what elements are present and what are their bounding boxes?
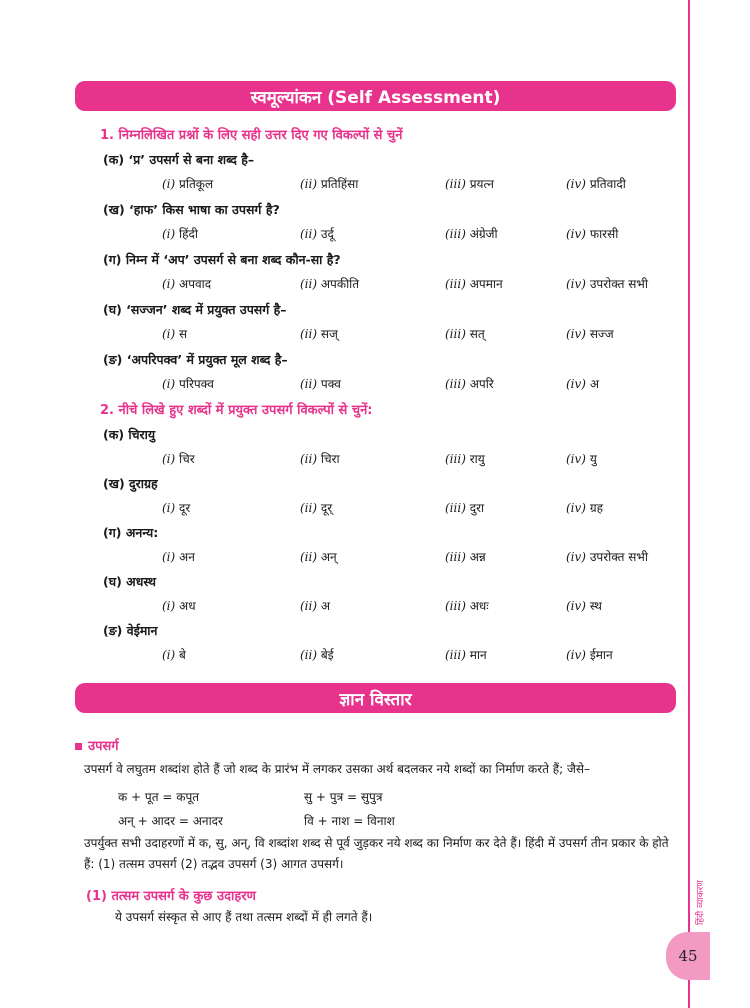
q2-option bbox=[566, 548, 648, 565]
option-number: (iv) bbox=[566, 227, 586, 241]
option-text: अंग्रेजी bbox=[469, 227, 498, 241]
option-text: ग्रह bbox=[589, 501, 603, 515]
option-text: चिर bbox=[179, 452, 195, 466]
option-text: सज् bbox=[320, 327, 338, 341]
q1-option bbox=[566, 375, 599, 392]
option-number: (i) bbox=[162, 550, 176, 564]
q2-option bbox=[300, 548, 337, 565]
q2-option bbox=[162, 450, 195, 467]
option-text: अपकीति bbox=[320, 277, 360, 291]
square-bullet-icon bbox=[75, 743, 82, 750]
option-number: (ii) bbox=[300, 227, 318, 241]
upsarg-definition: उपसर्ग वे लघुतम शब्दांश होते हैं जो शब्द के प्रारंभ में लगकर उसका अर्थ बदलकर नये शब्दों का निर्माण करते हैं; जैसे– bbox=[84, 762, 591, 776]
q1-option bbox=[566, 325, 614, 342]
self-assessment-banner bbox=[75, 81, 676, 111]
option-number: (iii) bbox=[445, 377, 466, 391]
q1-option bbox=[162, 175, 213, 192]
q2-item-label: (घ) अधस्थ bbox=[103, 574, 157, 589]
option-number: (iii) bbox=[445, 501, 466, 515]
q2-item-label: (क) चिरायु bbox=[103, 427, 156, 442]
option-number: (i) bbox=[162, 648, 176, 662]
q2-item-label: (ख) दुराग्रह bbox=[103, 476, 158, 491]
option-number: (iv) bbox=[566, 599, 586, 613]
q1-option bbox=[162, 375, 214, 392]
option-number: (i) bbox=[162, 277, 176, 291]
q2-option bbox=[300, 499, 332, 516]
option-number: (ii) bbox=[300, 277, 318, 291]
option-number: (iii) bbox=[445, 177, 466, 191]
option-number: (i) bbox=[162, 177, 176, 191]
option-text: परिपक्व bbox=[179, 377, 214, 391]
q1-option bbox=[566, 175, 626, 192]
tatsam-heading: (1) तत्सम उपसर्ग के कुछ उदाहरण bbox=[86, 889, 256, 904]
option-number: (ii) bbox=[300, 327, 318, 341]
option-number: (iv) bbox=[566, 177, 586, 191]
upsarg-types-paragraph: उपर्युक्त सभी उदाहरणों में क, सु, अन्, वि शब्दांश शब्द से पूर्व जुड़कर नये शब्द का निर्माण कर देते हैं। हिंदी में उपसर्ग तीन प्रकार के होते हैं: (1) तत्सम उपसर्ग (2) तद्भव उपसर्ग (3) आगत उपसर्ग। bbox=[84, 836, 669, 871]
option-text: प्रतिकूल bbox=[179, 177, 214, 191]
option-text: चिरा bbox=[320, 452, 340, 466]
option-text: प्रतिवादी bbox=[589, 177, 626, 191]
q2-option bbox=[162, 597, 196, 614]
q1-item-label: (ग) निम्न में ‘अप’ उपसर्ग से बना शब्द कौन-सा है? bbox=[103, 252, 341, 267]
option-text: सत् bbox=[469, 327, 485, 341]
tatsam-paragraph: ये उपसर्ग संस्कृत से आए हैं तथा तत्सम शब्दों में ही लगते हैं। bbox=[115, 910, 373, 924]
q1-option bbox=[300, 375, 341, 392]
option-text: यु bbox=[589, 452, 597, 466]
option-text: सज्ज bbox=[589, 327, 614, 341]
option-number: (ii) bbox=[300, 377, 318, 391]
option-text: बे bbox=[179, 648, 186, 662]
q1-option bbox=[445, 375, 494, 392]
option-number: (ii) bbox=[300, 452, 318, 466]
option-number: (iii) bbox=[445, 452, 466, 466]
option-number: (iv) bbox=[566, 501, 586, 515]
gyan-vistar-title: ज्ञान विस्तार bbox=[339, 689, 412, 710]
option-text: अपरि bbox=[469, 377, 494, 391]
q2-option bbox=[445, 646, 487, 663]
option-text: अ bbox=[320, 599, 331, 613]
option-text: फारसी bbox=[589, 227, 619, 241]
option-number: (i) bbox=[162, 452, 176, 466]
option-text: ईमान bbox=[589, 648, 613, 662]
side-running-title: हिंदी व्याकरण bbox=[696, 880, 706, 925]
q2-option bbox=[300, 646, 334, 663]
q2-option bbox=[445, 450, 485, 467]
option-number: (i) bbox=[162, 599, 176, 613]
q2-item-label: (ङ) वेईमान bbox=[103, 623, 158, 638]
q1-option bbox=[162, 325, 187, 342]
option-number: (ii) bbox=[300, 550, 318, 564]
q2-option bbox=[566, 450, 597, 467]
q2-item-label: (ग) अनन्य: bbox=[103, 525, 159, 540]
q2-option bbox=[566, 499, 603, 516]
option-number: (iv) bbox=[566, 377, 586, 391]
option-number: (iv) bbox=[566, 452, 586, 466]
option-text: दुरा bbox=[469, 501, 485, 515]
q1-option bbox=[300, 275, 359, 292]
option-text: रायु bbox=[469, 452, 485, 466]
q2-option bbox=[445, 548, 486, 565]
q2-option bbox=[445, 499, 484, 516]
option-number: (iii) bbox=[445, 277, 466, 291]
option-number: (iv) bbox=[566, 648, 586, 662]
gyan-vistar-banner bbox=[75, 683, 676, 713]
option-text: दूर bbox=[179, 501, 191, 515]
q1-option bbox=[566, 225, 618, 242]
q2-option bbox=[566, 597, 602, 614]
q1-option bbox=[566, 275, 648, 292]
option-number: (ii) bbox=[300, 177, 318, 191]
option-text: अ bbox=[589, 377, 599, 391]
page-margin-line bbox=[688, 0, 690, 1008]
q2-option bbox=[300, 597, 330, 614]
option-text: हिंदी bbox=[179, 227, 198, 241]
q2-option bbox=[445, 597, 489, 614]
q1-option bbox=[162, 225, 198, 242]
q1-option bbox=[300, 175, 358, 192]
q1-item-label: (ङ) ‘अपरिपक्व’ में प्रयुक्त मूल शब्द है– bbox=[103, 352, 288, 367]
option-text: अन् bbox=[320, 550, 337, 564]
option-number: (iv) bbox=[566, 327, 586, 341]
option-text: बेई bbox=[320, 648, 334, 662]
option-number: (i) bbox=[162, 227, 176, 241]
q1-option bbox=[445, 325, 485, 342]
q2-option bbox=[566, 646, 613, 663]
q1-option bbox=[445, 225, 498, 242]
option-number: (ii) bbox=[300, 599, 318, 613]
option-text: उपरोक्त सभी bbox=[589, 550, 648, 564]
question-2: 2. नीचे लिखे हुए शब्दों में प्रयुक्त उपसर्ग विकल्पों से चुनें: bbox=[100, 403, 373, 418]
option-number: (i) bbox=[162, 377, 176, 391]
option-text: उपरोक्त सभी bbox=[589, 277, 648, 291]
self-assessment-title: स्वमूल्यांकन (Self Assessment) bbox=[250, 87, 501, 108]
q1-option bbox=[445, 175, 494, 192]
option-text: अध bbox=[179, 599, 196, 613]
option-number: (ii) bbox=[300, 501, 318, 515]
option-text: प्रयत्न bbox=[469, 177, 494, 191]
example-2: सु + पुत्र = सुपुत्र bbox=[304, 790, 383, 804]
option-number: (iii) bbox=[445, 327, 466, 341]
q1-option bbox=[162, 275, 211, 292]
example-1: क + पूत = कपूत bbox=[118, 790, 200, 804]
option-number: (iii) bbox=[445, 648, 466, 662]
option-number: (iv) bbox=[566, 550, 586, 564]
q1-option bbox=[445, 275, 503, 292]
q1-item-label: (ख) ‘हाफ’ किस भाषा का उपसर्ग है? bbox=[103, 202, 280, 217]
option-text: अन्न bbox=[469, 550, 486, 564]
q1-option bbox=[300, 325, 338, 342]
q2-option bbox=[300, 450, 340, 467]
option-number: (i) bbox=[162, 501, 176, 515]
option-number: (iii) bbox=[445, 550, 466, 564]
option-number: (i) bbox=[162, 327, 176, 341]
option-text: मान bbox=[469, 648, 487, 662]
q1-option bbox=[300, 225, 334, 242]
option-text: स्थ bbox=[589, 599, 602, 613]
option-text: अन bbox=[179, 550, 195, 564]
q2-option bbox=[162, 499, 190, 516]
option-number: (iii) bbox=[445, 227, 466, 241]
option-text: पक्व bbox=[320, 377, 341, 391]
q1-item-label: (क) ‘प्र’ उपसर्ग से बना शब्द है– bbox=[103, 152, 255, 167]
question-1: 1. निम्नलिखित प्रश्नों के लिए सही उत्तर दिए गए विकल्पों से चुनें bbox=[100, 128, 403, 143]
option-number: (iv) bbox=[566, 277, 586, 291]
upsarg-heading: उपसर्ग bbox=[75, 736, 119, 754]
option-text: अपवाद bbox=[179, 277, 212, 291]
option-number: (iii) bbox=[445, 599, 466, 613]
example-4: वि + नाश = विनाश bbox=[304, 814, 395, 828]
option-text: स bbox=[179, 327, 188, 341]
option-text: अधः bbox=[469, 599, 489, 613]
q2-option bbox=[162, 646, 186, 663]
option-text: अपमान bbox=[469, 277, 503, 291]
option-number: (ii) bbox=[300, 648, 318, 662]
option-text: दूर् bbox=[320, 501, 333, 515]
page-number: 45 bbox=[666, 932, 710, 980]
q2-option bbox=[162, 548, 195, 565]
option-text: प्रतिहिंसा bbox=[320, 177, 359, 191]
example-3: अन् + आदर = अनादर bbox=[118, 814, 223, 828]
q1-item-label: (घ) ‘सज्जन’ शब्द में प्रयुक्त उपसर्ग है– bbox=[103, 302, 287, 317]
option-text: उर्दू bbox=[320, 227, 334, 241]
